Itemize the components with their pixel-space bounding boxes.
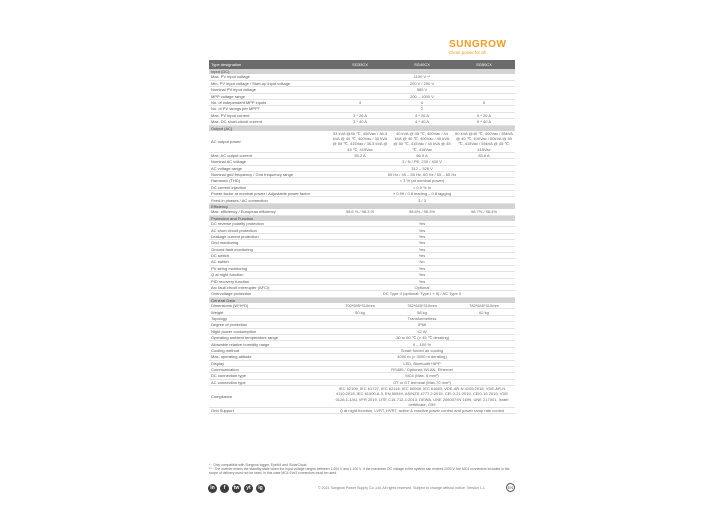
row-label: Harmonic (THD)	[209, 178, 329, 184]
row-value: Smart forced air cooling	[329, 347, 515, 353]
row-value: 83.6 A	[453, 152, 515, 158]
row-label: Ground fault monitoring	[209, 246, 329, 252]
row-label: Max. operating altitude	[209, 354, 329, 360]
row-value: DC Type II (optional: Type I + II) / AC Type II	[329, 291, 515, 297]
row-label: Q at night function	[209, 272, 329, 278]
row-value: 3 * 40 A	[329, 119, 391, 125]
row-label: Topology	[209, 315, 329, 321]
table-row	[209, 407, 515, 413]
spec-table	[209, 60, 515, 414]
row-label: Display	[209, 360, 329, 366]
row-value: Yes	[329, 233, 515, 239]
row-value: 3 / 3	[329, 197, 515, 203]
row-value: 3 / N / PE, 230 / 400 V	[329, 159, 515, 165]
row-value: Yes	[329, 246, 515, 252]
datasheet	[209, 60, 515, 414]
copyright-text: © 2021 Sungrow Power Supply Co.,Ltd. All rights reserved. Subject to change without notice. Version 1.1	[318, 486, 485, 490]
table-body	[209, 69, 515, 414]
row-value: IP66	[329, 322, 515, 328]
row-value: Optional	[329, 284, 515, 290]
row-value: 50 Hz / 45 – 55 Hz, 60 Hz / 55 – 65 Hz	[329, 171, 515, 177]
header-model: SG40CX	[391, 60, 453, 69]
row-label: Weight	[209, 309, 329, 315]
row-value: IEC 62109, IEC 61727, IEC 62116, IEC 60068, IEC 61683, VDE-AR-N 4105:2018, VDE-AR-N 4110:2018, IEC 61000-6-3, EN 50549, AS/NZS 4777.2:2015, CEI 0-21:2019, CEI0-16 2019, VDE 0126-1-1/A1 VFR 2019, UTE C15-712-1:2013, DEWA, UNE 206007:IN 1699, UNE 217001, Israel certificate, G99	[329, 386, 515, 408]
row-value: 55.2 A	[329, 152, 391, 158]
row-value: Yes	[329, 240, 515, 246]
section-title: General Data	[209, 297, 515, 303]
row-value: 1100 V **	[329, 74, 515, 80]
row-value: Transformerless	[329, 315, 515, 321]
section-title: Input (DC)	[209, 69, 515, 74]
row-label: Max. DC short-circuit current	[209, 119, 329, 125]
row-label: AC output power	[209, 131, 329, 152]
row-label: No. of independent MPP inputs	[209, 99, 329, 105]
row-label: Power factor at nominal power / Adjustable power factor	[209, 191, 329, 197]
row-value: RS485 / Optional: WLAN, Ethernet	[329, 367, 515, 373]
row-value: 62 kg	[453, 309, 515, 315]
row-value: 3 * 26 A	[329, 112, 391, 118]
row-label: Dimensions (W*H*D)	[209, 303, 329, 309]
row-value: 782*645*310mm	[391, 303, 453, 309]
footnotes	[209, 463, 515, 476]
row-label: Max. PV input voltage	[209, 74, 329, 80]
row-value: 2	[329, 106, 515, 112]
row-value: Yes	[329, 221, 515, 227]
row-label: AC connection type	[209, 379, 329, 385]
row-value: LED, Bluetooth+APP	[329, 360, 515, 366]
footnote: ** : The inverter enters the standby state when the input voltage ranges between 1,000 V and 1,100 V. If the maximum DC voltage in the system can exceed 1000 V, the MC4 connectors included in the scope of delivery must not be used. In this case MC4 Evo2 connectors must be used.	[209, 467, 510, 476]
row-label: MPP voltage range	[209, 93, 329, 99]
table-row	[209, 131, 515, 152]
row-value: < 3 % (at nominal power)	[329, 178, 515, 184]
row-label: PV string monitoring	[209, 265, 329, 271]
row-label: DC current injection	[209, 184, 329, 190]
row-value: 98.6% / 98.3%	[391, 209, 453, 215]
row-label: Nominal PV input voltage	[209, 87, 329, 93]
row-value: 4 * 40 A	[391, 119, 453, 125]
row-value: 702*595*310mm	[329, 303, 391, 309]
section-title: Protection and Function	[209, 215, 515, 221]
row-label: Max. PV input current	[209, 112, 329, 118]
row-value: 40 kVA @ 45 ℃, 400Vac / 44 kVA @ 40 ℃, 400Vac / 40 kVA @ 50 ℃, 415Vac / 44 kVA @ 45 ℃, 415Vac	[391, 131, 453, 152]
row-label: Communication	[209, 367, 329, 373]
section-title: Efficiency	[209, 203, 515, 209]
row-value: 200 V / 250 V	[329, 80, 515, 86]
row-value: Yes	[329, 278, 515, 284]
section-title: Output (AC)	[209, 125, 515, 131]
row-value: 58 kg	[391, 309, 453, 315]
row-value: 585 V	[329, 87, 515, 93]
facebook-icon[interactable]: f	[220, 484, 229, 493]
brand-tagline: Clean power for all	[449, 50, 486, 55]
row-value: Yes	[329, 272, 515, 278]
row-value: > 0.99 / 0.8 leading – 0.8 lagging	[329, 191, 515, 197]
row-value: 5 * 40 A	[453, 119, 515, 125]
row-value: 200 – 1000 V	[329, 93, 515, 99]
row-value: 98.6 % / 98.3 %	[329, 209, 391, 215]
youtube-icon[interactable]: yt	[244, 484, 253, 493]
row-label: AC switch	[209, 259, 329, 265]
table-row	[209, 386, 515, 408]
row-label: Feed-in phases / AC connection	[209, 197, 329, 203]
row-value: MC4 (Max. 6 mm²)	[329, 373, 515, 379]
row-value: 4	[391, 99, 453, 105]
row-label: AC short circuit protection	[209, 227, 329, 233]
brand-name: SUNGROW	[449, 39, 507, 50]
row-value: 3	[329, 99, 391, 105]
language-badge: EN	[507, 485, 514, 490]
row-value: ≤2 W	[329, 328, 515, 334]
row-label: Allowable relative humidity range	[209, 341, 329, 347]
row-value: 98.7% / 98.4%	[453, 209, 515, 215]
row-value: 782*645*310mm	[453, 303, 515, 309]
row-value: OT or DT terminal (Max.70 mm²)	[329, 379, 515, 385]
row-label: Night power consumption	[209, 328, 329, 334]
row-label: Nominal AC voltage	[209, 159, 329, 165]
sungrow-logo	[449, 39, 519, 56]
footnote: * : Only compatible with Sungrow logger, EyeM4 and iSolarCloud	[209, 463, 307, 467]
row-label: DC reverse polarity protection	[209, 221, 329, 227]
row-value: 312 – 528 V	[329, 165, 515, 171]
instagram-icon[interactable]: ig	[256, 484, 265, 493]
row-label: DC connection type	[209, 373, 329, 379]
row-label: Compliance	[209, 386, 329, 408]
linkedin-icon[interactable]: in	[208, 484, 217, 493]
row-value: Yes	[329, 265, 515, 271]
header-type-designation: Type designation	[209, 60, 329, 69]
row-label: Nominal grid frequency / Grid frequency range	[209, 171, 329, 177]
row-value: -30 to 60 ℃ (> 45 ℃ derating)	[329, 335, 515, 341]
row-label: Min. PV input voltage / Start-up input voltage	[209, 80, 329, 86]
row-label: Leakage current protection	[209, 233, 329, 239]
row-value: 66.9 A	[391, 152, 453, 158]
row-label: AC voltage range	[209, 165, 329, 171]
header-model: SG33CX	[329, 60, 391, 69]
row-label: PID recovery function	[209, 278, 329, 284]
row-value: 5 * 26 A	[453, 112, 515, 118]
row-label: Grid Support	[209, 407, 329, 413]
row-label: Cooling method	[209, 347, 329, 353]
row-value: 0 – 100 %	[329, 341, 515, 347]
row-label: Max. AC output current	[209, 152, 329, 158]
row-value: No	[329, 259, 515, 265]
row-label: Degree of protection	[209, 322, 329, 328]
row-label: Operating ambient temperature range	[209, 335, 329, 341]
row-value: 50 kg	[329, 309, 391, 315]
row-label: Max. efficiency / European efficiency	[209, 209, 329, 215]
row-value: Q at night function, LVRT, HVRT, active & reactive power control and power ramp rate control	[329, 407, 515, 413]
row-value: 33 kVA @45 ℃, 400Vac / 36.3 kVA @ 40 ℃, 400Vac / 33 kVA @ 50 ℃, 415Vac / 36.3 kVA @ 45 ℃, 415Vac	[329, 131, 391, 152]
table-header	[209, 60, 515, 69]
row-value: 4 * 26 A	[391, 112, 453, 118]
row-value: Yes	[329, 252, 515, 258]
row-label: Grid monitoring	[209, 240, 329, 246]
twitter-icon[interactable]: tw	[233, 485, 240, 491]
social-links	[208, 484, 265, 493]
row-label: Overvoltage protection	[209, 291, 329, 297]
row-value: 4000 m (> 3000 m derating)	[329, 354, 515, 360]
row-label: No. of PV strings per MPPT	[209, 106, 329, 112]
row-label: Arc fault circuit interrupter (AFCI)	[209, 284, 329, 290]
row-label: DC switch	[209, 252, 329, 258]
row-value: < 0.5 % In	[329, 184, 515, 190]
row-value: 50 kVA @45 ℃, 400Vac / 55kVA @ 40 ℃, 400Vac / 50kVA @ 50 ℃, 415Vac / 55kVA @ 45 ℃, 415Vac	[453, 131, 515, 152]
row-value: Yes	[329, 227, 515, 233]
header-model: SG50CX	[453, 60, 515, 69]
row-value: 5	[453, 99, 515, 105]
